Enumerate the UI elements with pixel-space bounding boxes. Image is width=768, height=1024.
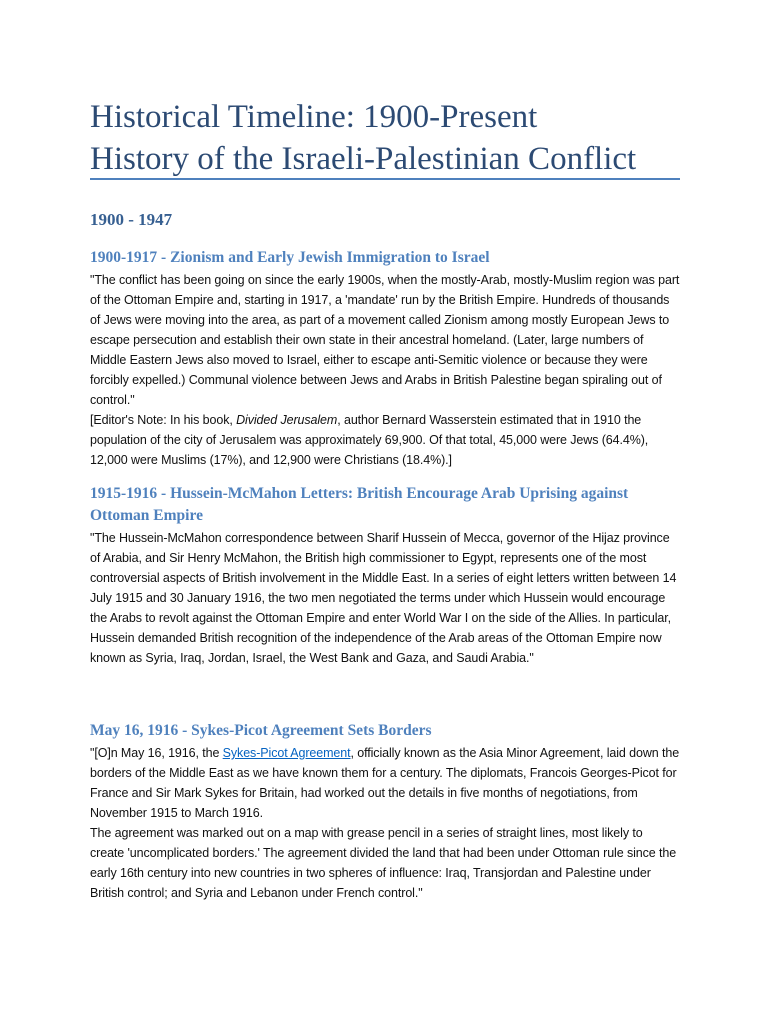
section-paragraph xyxy=(90,743,680,823)
section-body xyxy=(90,743,680,903)
section-heading: 1915-1916 - Hussein-McMahon Letters: British Encourage Arab Uprising against Ottoman Empire xyxy=(90,485,629,524)
section-paragraph-2: The agreement was marked out on a map with grease pencil in a series of straight lines, most likely to create 'uncomplicated borders.' The agreement divided the land that had been under Ottoman rule since the early 16th century into new countries in two spheres of influence: Iraq, Transjordan and Palestine under British control; and Syria and Lebanon under French control." xyxy=(90,826,677,900)
section-body xyxy=(90,270,680,470)
section-body xyxy=(90,528,680,668)
section-sykes-picot xyxy=(90,720,680,903)
section-heading: May 16, 1916 - Sykes-Picot Agreement Sets Borders xyxy=(90,722,432,739)
section-heading: 1900-1917 - Zionism and Early Jewish Immigration to Israel xyxy=(90,249,490,266)
section-paragraph: "The conflict has been going on since the early 1900s, when the mostly-Arab, mostly-Muslim region was part of the Ottoman Empire and, starting in 1917, a 'mandate' run by the British Empire. Hundreds of thousands of Jews were moving into the area, as part of a movement called Zionism among mostly European Jews to escape persecution and establish their own state in their ancestral homeland. (Later, large numbers of Middle Eastern Jews also moved to Israel, either to escape anti-Semitic violence or because they were forcibly expelled.) Communal violence between Jews and Arabs in British Palestine began spiraling out of control." xyxy=(90,273,680,407)
paragraph-suffix: , officially known as the Asia Minor Agreement, laid down the borders of the Middle East as we have known them for a century. The diplomats, Francois Georges-Picot for France and Sir Mark Sykes for Britain, had worked out the details in five months of negotiations, from November 1915 to March 1916. xyxy=(90,746,680,820)
page-title: Historical Timeline: 1900-Present xyxy=(90,99,538,135)
period-heading: 1900 - 1947 xyxy=(90,210,173,229)
editors-note-prefix: [Editor's Note: In his book, xyxy=(90,413,237,427)
book-title: Divided Jerusalem xyxy=(236,413,338,427)
section-paragraph: "The Hussein-McMahon correspondence between Sharif Hussein of Mecca, governor of the Hijaz province of Arabia, and Sir Henry McMahon, the British high commissioner to Egypt, represents one of the most controversial aspects of British involvement in the Middle East. In a series of eight letters written between 14 July 1915 and 30 January 1916, the two men negotiated the terms under which Hussein would encourage the Arabs to revolt against the Ottoman Empire and enter World War I on the side of the Allies. In particular, Hussein demanded British recognition of the independence of the Arab areas of the Ottoman Empire now known as Syria, Iraq, Jordan, Israel, the West Bank and Gaza, and Saudi Arabia." xyxy=(90,531,677,665)
sykes-picot-link[interactable]: Sykes-Picot Agreement xyxy=(222,746,351,760)
editors-note-suffix: , author Bernard Wasserstein estimated that in 1910 the population of the city of Jerusalem was approximately 69,900. Of that total, 45,000 were Jews (64.4%), 12,000 were Muslims (17%), and 12,900 were Christians (18.4%).] xyxy=(90,413,649,467)
title-divider xyxy=(90,178,680,180)
title-block xyxy=(90,96,680,180)
editors-note xyxy=(90,410,680,470)
section-zionism xyxy=(90,247,680,470)
paragraph-prefix: "[O]n May 16, 1916, the xyxy=(90,746,223,760)
section-hussein-mcmahon xyxy=(90,483,680,668)
page-subtitle: History of the Israeli-Palestinian Conflict xyxy=(90,141,637,177)
